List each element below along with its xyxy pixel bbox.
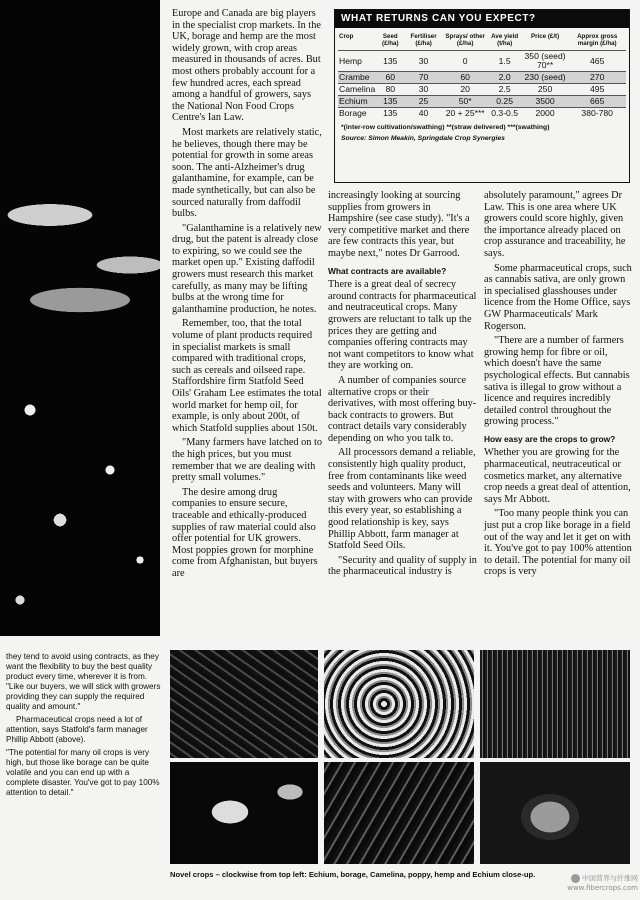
echium-close-up-photo (170, 762, 318, 864)
table-cell: 30 (404, 84, 443, 96)
table-row (338, 84, 626, 96)
table-cell: 380-780 (568, 108, 626, 120)
borage-photo (324, 650, 474, 758)
paragraph: "Many farmers have latched on to the high prices, but you must remember that we are dealing with pretty small volumes." (172, 437, 323, 484)
paragraph: Remember, too, that the total volume of plant products required in specialist markets is small compared with traditional crops, such as cereals and oilseed rape. Staffordshire firm Statfold Seed Oils' Graham Lee estimates the total world market for hemp oil, for example, is only about 200t, of which Statfold supplies about 150t. (172, 318, 322, 434)
table-cell: 495 (568, 84, 626, 96)
watermark-line-2: www.fibercrops.com (567, 883, 638, 892)
table-row (338, 51, 626, 72)
table-cell: 40 (404, 108, 443, 120)
table-cell: 230 (seed) (522, 72, 569, 84)
paragraph: they tend to avoid using contracts, as they want the flexibility to buy the best quality product every time, wherever it is from. "Like our buyers, we will stick with growers providing they can supply the required quality and amount." (6, 652, 161, 711)
sidebar-text (6, 652, 162, 801)
table-cell: 1.5 (488, 51, 522, 72)
table-cell: 20 + 25*** (443, 108, 488, 120)
paragraph: Whether you are growing for the pharmaceutical, neutraceutical or cosmetics market, any alternative crop needs a great deal of attention, says Mr Abbott. (484, 447, 631, 505)
paragraph: absolutely paramount," agrees Dr Law. This is one area where UK growers could score highly, given the importance already placed on crop assurance and traceability, he says. (484, 190, 626, 259)
article-column-1 (172, 8, 322, 583)
site-watermark (540, 874, 638, 898)
returns-table-box (334, 9, 630, 183)
column-header: Fertiliser (£/ha) (410, 33, 437, 48)
column-header: Seed (£/ha) (382, 33, 399, 48)
table-cell: 0.25 (488, 96, 522, 108)
column-header: Approx gross margin (£/ha) (577, 33, 618, 48)
table-cell: 3500 (522, 96, 569, 108)
watermark-logo-icon (571, 874, 580, 883)
watermark-line-1: 中国营养与纤维网 (582, 874, 638, 883)
column-header: Ave yield (t/ha) (491, 33, 519, 48)
table-cell: 135 (376, 108, 404, 120)
echium-photo (170, 650, 318, 758)
paragraph: All processors demand a reliable, consistently high quality product, free from contaminants like weed seeds and volunteers. Many will stay with growers who can provide this every year, so establishing a good relationship is key, says Phillip Abbott, farm manager at Statfold Seed Oils. (328, 447, 476, 552)
table-cell: 465 (568, 51, 626, 72)
table-row (338, 72, 626, 84)
table-cell: Hemp (338, 51, 376, 72)
table-cell: 70 (404, 72, 443, 84)
returns-table (338, 32, 626, 119)
table-footnote: *(inter-row cultivation/swathing) **(straw delivered) ***(swathing) (341, 124, 550, 132)
table-cell: Crambe (338, 72, 376, 84)
table-cell: 665 (568, 96, 626, 108)
table-source: Source: Simon Meakin, Springdale Crop Synergies (341, 135, 505, 143)
table-cell: 2.5 (488, 84, 522, 96)
hemp-photo (324, 762, 474, 864)
poppy-photo (480, 762, 630, 864)
paragraph: Some pharmaceutical crops, such as cannabis sativa, are only grown in specialised glasshouses under licence from the Home Office, says GW Pharmaceuticals' Mark Rogerson. (484, 262, 632, 332)
paragraph: There is a great deal of secrecy around contracts for pharmaceutical and neutraceutical crops. Many growers are reluctant to talk up the prices they are getting and companies offering contracts may not want competitors to know what they are working on. (328, 279, 477, 372)
table-cell: 80 (376, 84, 404, 96)
paragraph: A number of companies source alternative crops or their derivatives, with most offering buy-back contracts to growers. But contract details vary considerably depending on who you talk to. (328, 374, 477, 444)
column-header: Crop (339, 33, 354, 40)
table-cell: 135 (376, 96, 404, 108)
photo-caption: Novel crops – clockwise from top left: Echium, borage, Camelina, poppy, hemp and Echium close-up. (170, 870, 536, 879)
table-cell: 135 (376, 51, 404, 72)
article-column-2 (328, 190, 478, 581)
table-cell: Camelina (339, 84, 376, 95)
table-header-row (338, 32, 626, 51)
returns-table-title: WHAT RETURNS CAN YOU EXPECT? (335, 10, 629, 28)
table-cell: 30 (404, 51, 443, 72)
field-landscape-photo (0, 0, 160, 636)
section-heading: How easy are the crops to grow? (484, 433, 616, 444)
section-heading: What contracts are available? (328, 265, 447, 276)
table-cell: 270 (568, 72, 626, 84)
table-cell: 0.3-0.5 (488, 108, 522, 120)
paragraph: "The potential for many oil crops is very high, but those like borage can be quite volatile and you can end up with a complete disaster. You've got to pay 100% attention to detail." (6, 748, 160, 797)
table-cell: 50* (443, 96, 488, 108)
paragraph: Pharmaceutical crops need a lot of attention, says Statfold's farm manager Phillip Abbott (above). (6, 715, 148, 744)
article-column-3 (484, 190, 634, 581)
table-row (338, 96, 626, 108)
camelina-photo (480, 650, 630, 758)
paragraph: increasingly looking at sourcing supplies from growers in Hampshire (see case study). "It's a very competitive market and there are few contracts this year, but maybe next," notes Dr Garrood. (328, 190, 470, 259)
table-cell: 350 (seed) 70** (522, 51, 569, 72)
paragraph: The desire among drug companies to ensure secure, traceable and ethically-produced supplies of raw material could also offer potential for UK growers. Most poppies grown for morphine come from Afghanistan, but buyers are (172, 486, 318, 579)
table-cell: 20 (443, 84, 488, 96)
table-cell: Borage (338, 108, 376, 120)
column-header: Price (£/t) (530, 33, 560, 40)
column-header: Sprays/ other (£/ha) (445, 33, 485, 48)
table-cell: 250 (522, 84, 569, 96)
table-cell: 2000 (522, 108, 569, 120)
paragraph: "Too many people think you can just put a crop like borage in a field out of the way and let it get on with it. You've got to pay 100% attention to detail. The potential for many oil crops is very (484, 508, 632, 578)
paragraph: "Security and quality of supply in the pharmaceutical industry is (328, 554, 477, 578)
paragraph: Most markets are relatively static, he believes, though there may be potential for growth in some areas soon. The anti-Alzheimer's drug galanthamine, for example, can be made synthetically, but can also be sourced naturally from daffodil bulbs. (172, 126, 322, 220)
table-cell: 60 (376, 72, 404, 84)
paragraph: "Galanthamine is a relatively new drug, but the patent is already close to expiring, so we could see the market open up." Existing daffodil growers must research this market carefully, as many may be lifting bulbs at the wrong time for galanthamine production, he notes. (172, 222, 322, 315)
paragraph: Europe and Canada are big players in the specialist crop markets. In the UK, borage and hemp are the most widely grown, with crop areas measured in thousands of acres. But most others probably account for a few hundred acres, each spread among a handful of growers, says the National Non Food Crops Centre's Ian Law. (172, 8, 321, 124)
table-cell: 60 (443, 72, 488, 84)
table-cell: 0 (443, 51, 488, 72)
table-row (338, 108, 626, 120)
table-cell: Echium (338, 96, 376, 108)
table-cell: 25 (404, 96, 443, 108)
paragraph: "There are a number of farmers growing hemp for fibre or oil, which doesn't have the same psychological effects. But cannabis sativa is illegal to grow without a licence and requires incredibly detailed control throughout the growing process." (484, 335, 630, 428)
table-cell: 2.0 (488, 72, 522, 84)
